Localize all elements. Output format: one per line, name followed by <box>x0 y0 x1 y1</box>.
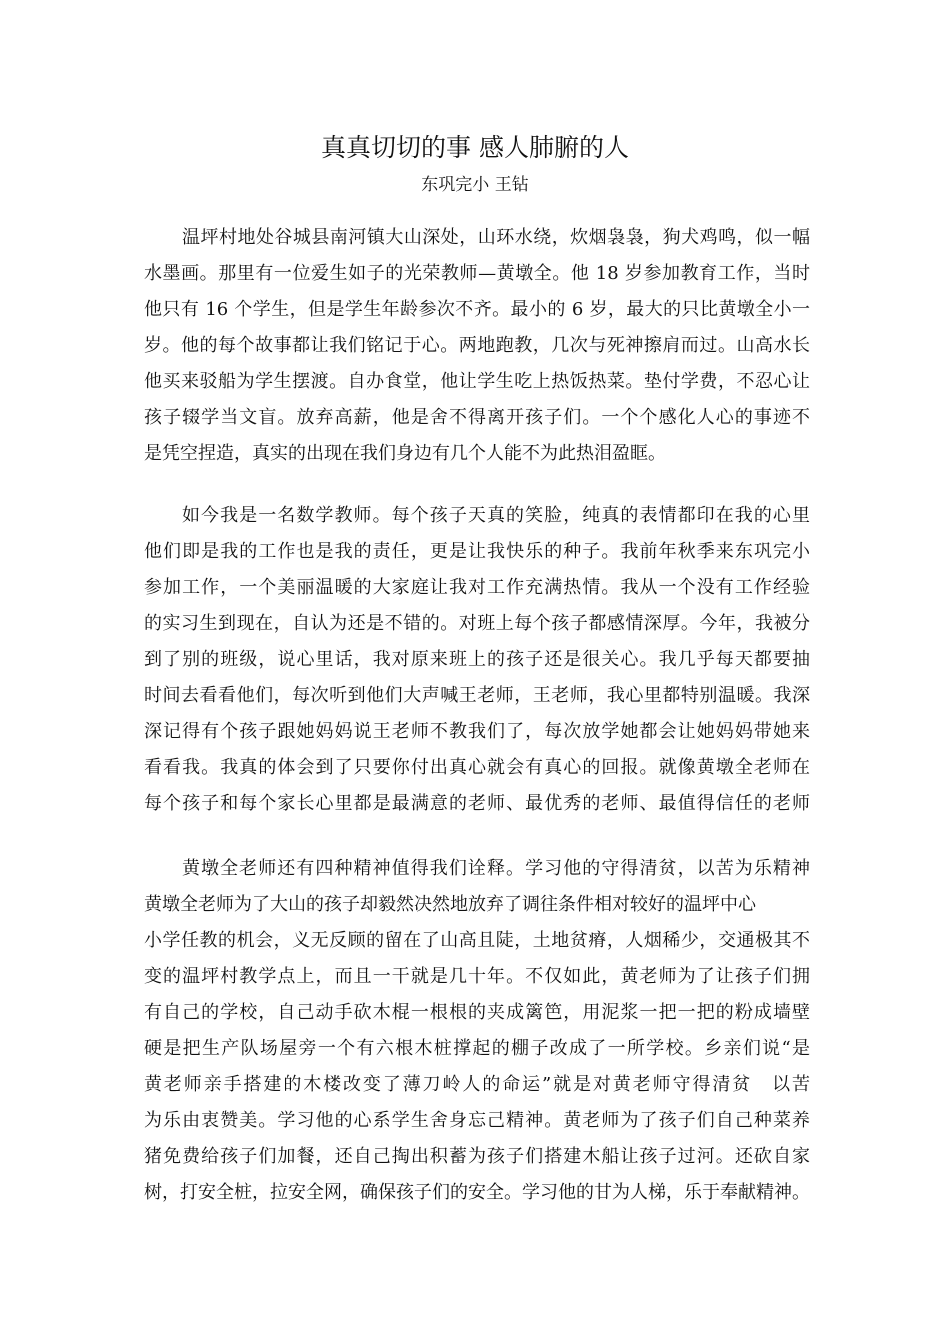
paragraph-line: 为乐由衷赞美。学习他的心系学生舍身忘己精神。黄老师为了孩子们自己种菜养 <box>144 1110 810 1131</box>
paragraph-line: 时间去看看他们，每次听到他们大声喊王老师，王老师，我心里都特别温暖。我深 <box>144 685 810 706</box>
paragraph-line: 每个孩子和每个家长心里都是最满意的老师、最优秀的老师、最值得信任的老师 <box>144 793 810 814</box>
paragraph-line: 黄墩全老师还有四种精神值得我们诠释。学习他的守得清贫，以苦为乐精神 <box>182 858 810 879</box>
paragraph-line: 岁。他的每个故事都让我们铭记于心。两地跑教，几次与死神擦肩而过。山高水长 <box>144 335 810 356</box>
paragraph-line: 他们即是我的工作也是我的责任，更是让我快乐的种子。我前年秋季来东巩完小 <box>144 541 810 562</box>
paragraph-line: 到了别的班级，说心里话，我对原来班上的孩子还是很关心。我几乎每天都要抽 <box>144 649 810 670</box>
paragraph-line: 的实习生到现在，自认为还是不错的。对班上每个孩子都感情深厚。今年，我被分 <box>144 613 810 634</box>
paragraph-line: 树，打安全桩，拉安全网，确保孩子们的安全。学习他的甘为人梯，乐于奉献精神。 <box>144 1182 810 1203</box>
paragraph-line: 参加工作，一个美丽温暖的大家庭让我对工作充满热情。我从一个没有工作经验 <box>144 577 810 598</box>
paragraph-line: 如今我是一名数学教师。每个孩子天真的笑脸，纯真的表情都印在我的心里 <box>182 505 810 526</box>
paragraph-line: 硬是把生产队场屋旁一个有六根木桩撑起的棚子改成了一所学校。乡亲们说“是 <box>144 1038 810 1059</box>
paragraph-line: 他买来驳船为学生摆渡。自办食堂，他让学生吃上热饭热菜。垫付学费，不忍心让 <box>144 371 810 392</box>
paragraph-line: 黄墩全老师为了大山的孩子却毅然决然地放弃了调往条件相对较好的温坪中心 <box>144 894 756 915</box>
paragraph-line: 变的温坪村教学点上，而且一干就是几十年。不仅如此，黄老师为了让孩子们拥 <box>144 966 810 987</box>
paragraph-line: 温坪村地处谷城县南河镇大山深处，山环水绕，炊烟袅袅，狗犬鸡鸣，似一幅 <box>182 227 810 248</box>
paragraph-3 <box>144 851 810 1211</box>
paragraph-line: 孩子辍学当文盲。放弃高薪，他是舍不得离开孩子们。一个个感化人心的事迹不 <box>144 407 810 428</box>
paragraph-line: 有自己的学校，自己动手砍木棍一根根的夹成篱笆，用泥浆一把一把的粉成墙壁 <box>144 1002 810 1023</box>
paragraph-line: 黄老师亲手搭建的木楼改变了薄刀岭人的命运”就是对黄老师守得清贫 以苦 <box>144 1074 810 1095</box>
paragraph-line: 猪免费给孩子们加餐，还自己掏出积蓄为孩子们搭建木船让孩子过河。还砍自家 <box>144 1146 810 1167</box>
document-title: 真真切切的事 感人肺腑的人 <box>321 133 629 162</box>
paragraph-line: 深记得有个孩子跟她妈妈说王老师不教我们了，每次放学她都会让她妈妈带她来 <box>144 721 810 742</box>
document-author: 东巩完小 王钻 <box>421 175 529 195</box>
paragraph-line: 他只有 16 个学生，但是学生年龄参次不齐。最小的 6 岁，最大的只比黄墩全小一 <box>144 299 810 320</box>
paragraph-1 <box>144 220 810 472</box>
paragraph-line: 看看我。我真的体会到了只要你付出真心就会有真心的回报。就像黄墩全老师在 <box>144 757 810 778</box>
paragraph-line: 小学任教的机会，义无反顾的留在了山高且陡，土地贫瘠，人烟稀少，交通极其不 <box>144 930 810 951</box>
paragraph-line: 水墨画。那里有一位爱生如子的光荣教师—黄墩全。他 18 岁参加教育工作，当时 <box>144 263 810 284</box>
paragraph-line: 是凭空捏造，真实的出现在我们身边有几个人能不为此热泪盈眶。 <box>144 443 666 464</box>
paragraph-2 <box>144 498 810 822</box>
